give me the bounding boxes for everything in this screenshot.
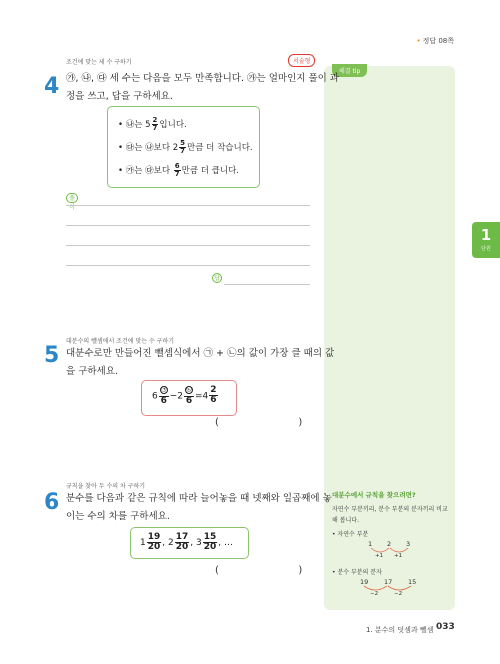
condition-1 <box>118 117 187 132</box>
tip-diff-num-1: −2 <box>370 591 379 597</box>
solution-badge: 풀이 <box>66 193 78 203</box>
condition-2-pre: • ㉰는 ㉯보다 2 <box>118 143 179 153</box>
solution-line-3[interactable] <box>66 245 310 246</box>
tip-seq-whole-1: 1 <box>368 540 373 548</box>
problem-4-number: 4 <box>44 74 60 99</box>
sequence-box <box>130 527 249 559</box>
problem-6-line-1: 분수를 다음과 같은 규칙에 따라 늘어놓을 때 넷째와 일곱째에 놓 <box>66 493 332 504</box>
eq-den-1: 6 <box>160 395 167 406</box>
problem-6-number: 6 <box>44 490 60 515</box>
eq-whole-1: 6 <box>152 391 158 402</box>
term-1-num: 19 <box>147 532 161 542</box>
tip-seq-whole-3: 3 <box>406 540 411 548</box>
tip-diff-num-2: −2 <box>394 591 403 597</box>
term-2-whole: 2 <box>168 538 174 548</box>
term-1-den: 20 <box>147 542 161 552</box>
eq-equals: =4 <box>195 391 209 402</box>
solution-line-4[interactable] <box>66 265 310 266</box>
term-2-num: 17 <box>175 532 189 542</box>
condition-2 <box>118 140 253 155</box>
equation <box>152 386 219 406</box>
eq-result-num: 2 <box>210 385 217 396</box>
eq-fraction-1 <box>159 386 169 406</box>
problem-5-number: 5 <box>44 343 60 368</box>
condition-1-pre: • ㉯는 5 <box>118 120 151 130</box>
term-3-den: 20 <box>203 542 217 552</box>
problem-4-tag: 조건에 맞는 세 수 구하기 <box>66 59 132 66</box>
tip-text: 자연수 부분끼리, 분수 부분의 분자끼리 비교해 봅니다. <box>332 506 448 524</box>
condition-1-den: 7 <box>152 124 158 132</box>
condition-3 <box>118 163 239 178</box>
problem-5-line-2: 을 구하세요. <box>66 366 118 377</box>
dot-icon: • <box>416 37 421 45</box>
answer-paren-6[interactable]: ( ) <box>215 565 303 576</box>
ellipsis: … <box>224 538 234 548</box>
chapter-label: 단원 <box>481 246 491 252</box>
sep-3: , <box>218 538 222 548</box>
term-1-whole: 1 <box>140 538 146 548</box>
tip-diff-whole-2: +1 <box>394 553 403 559</box>
condition-3-den: 7 <box>174 170 180 178</box>
condition-2-post: 만큼 더 작습니다. <box>187 143 253 153</box>
condition-1-post: 입니다. <box>159 120 187 130</box>
condition-3-num: 6 <box>174 162 180 170</box>
condition-2-num: 5 <box>180 139 186 147</box>
eq-fraction-2 <box>184 386 194 406</box>
tip-bullet-whole: • 자연수 부분 <box>332 531 369 538</box>
chapter-number: 1 <box>480 226 492 244</box>
answer-line[interactable] <box>224 284 310 285</box>
footer-section: 1. 분수의 덧셈과 뺄셈 <box>366 626 434 634</box>
eq-result-den: 6 <box>210 395 217 406</box>
condition-box <box>107 106 260 188</box>
tip-seq-num-1: 19 <box>360 578 369 586</box>
tip-badge: 해결 tip <box>332 64 367 77</box>
tip-bullet-numerator: • 분수 부분의 분자 <box>332 569 382 576</box>
term-3-fraction <box>203 533 218 552</box>
condition-3-fraction <box>174 163 181 178</box>
eq-den-2: 6 <box>185 395 193 406</box>
solution-line-2[interactable] <box>66 225 310 226</box>
problem-6-line-2: 이는 수의 차를 구하세요. <box>66 511 170 522</box>
condition-2-den: 7 <box>180 147 186 155</box>
condition-1-num: 2 <box>152 116 158 124</box>
tip-seq-whole-2: 2 <box>387 540 392 548</box>
tip-seq-num-2: 17 <box>384 578 393 586</box>
problem-5-tag: 대분수의 뺄셈에서 조건에 맞는 수 구하기 <box>66 338 175 345</box>
tip-diff-whole-1: +1 <box>375 553 384 559</box>
problem-4-line-2: 정을 쓰고, 답을 구하세요. <box>66 91 173 102</box>
eq-circle-2: ㉡ <box>186 387 192 393</box>
answer-reference <box>416 36 454 46</box>
condition-3-pre: • ㉮는 ㉰보다 <box>118 166 173 176</box>
term-3-num: 15 <box>203 532 217 542</box>
answer-paren-5[interactable]: ( ) <box>215 417 303 428</box>
equation-box <box>141 380 237 416</box>
chapter-tab[interactable] <box>472 222 500 258</box>
tip-title: 대분수에서 규칙을 찾으려면? <box>332 491 416 499</box>
sep-1: , <box>162 538 166 548</box>
sequence <box>140 533 233 552</box>
condition-3-post: 만큼 더 큽니다. <box>181 166 240 176</box>
essay-badge: 서술형 <box>288 54 315 67</box>
page-number: 033 <box>436 622 455 632</box>
solution-line-1[interactable] <box>66 205 310 206</box>
problem-4-line-1: ㉮, ㉯, ㉰ 세 수는 다음을 모두 만족합니다. ㉮는 얼마인지 풀이 과 <box>66 73 339 84</box>
term-2-den: 20 <box>175 542 189 552</box>
eq-minus: −2 <box>169 391 184 402</box>
problem-6-tag: 규칙을 찾아 두 수의 차 구하기 <box>66 483 146 490</box>
answer-reference-text: 정답 08쪽 <box>422 37 454 45</box>
condition-2-fraction <box>179 140 186 155</box>
answer-badge: 답 <box>212 273 222 283</box>
tip-seq-num-3: 15 <box>408 578 417 586</box>
eq-fraction-result <box>209 386 217 405</box>
term-1-fraction <box>147 533 162 552</box>
term-2-fraction <box>175 533 190 552</box>
condition-1-fraction <box>152 117 159 132</box>
problem-5-line-1: 대분수로만 만들어진 뺄셈식에서 ㉠ + ㉡의 값이 가장 클 때의 값 <box>66 348 335 359</box>
sep-2: , <box>190 538 194 548</box>
eq-circle-1: ㉠ <box>161 387 167 393</box>
term-3-whole: 3 <box>196 538 202 548</box>
